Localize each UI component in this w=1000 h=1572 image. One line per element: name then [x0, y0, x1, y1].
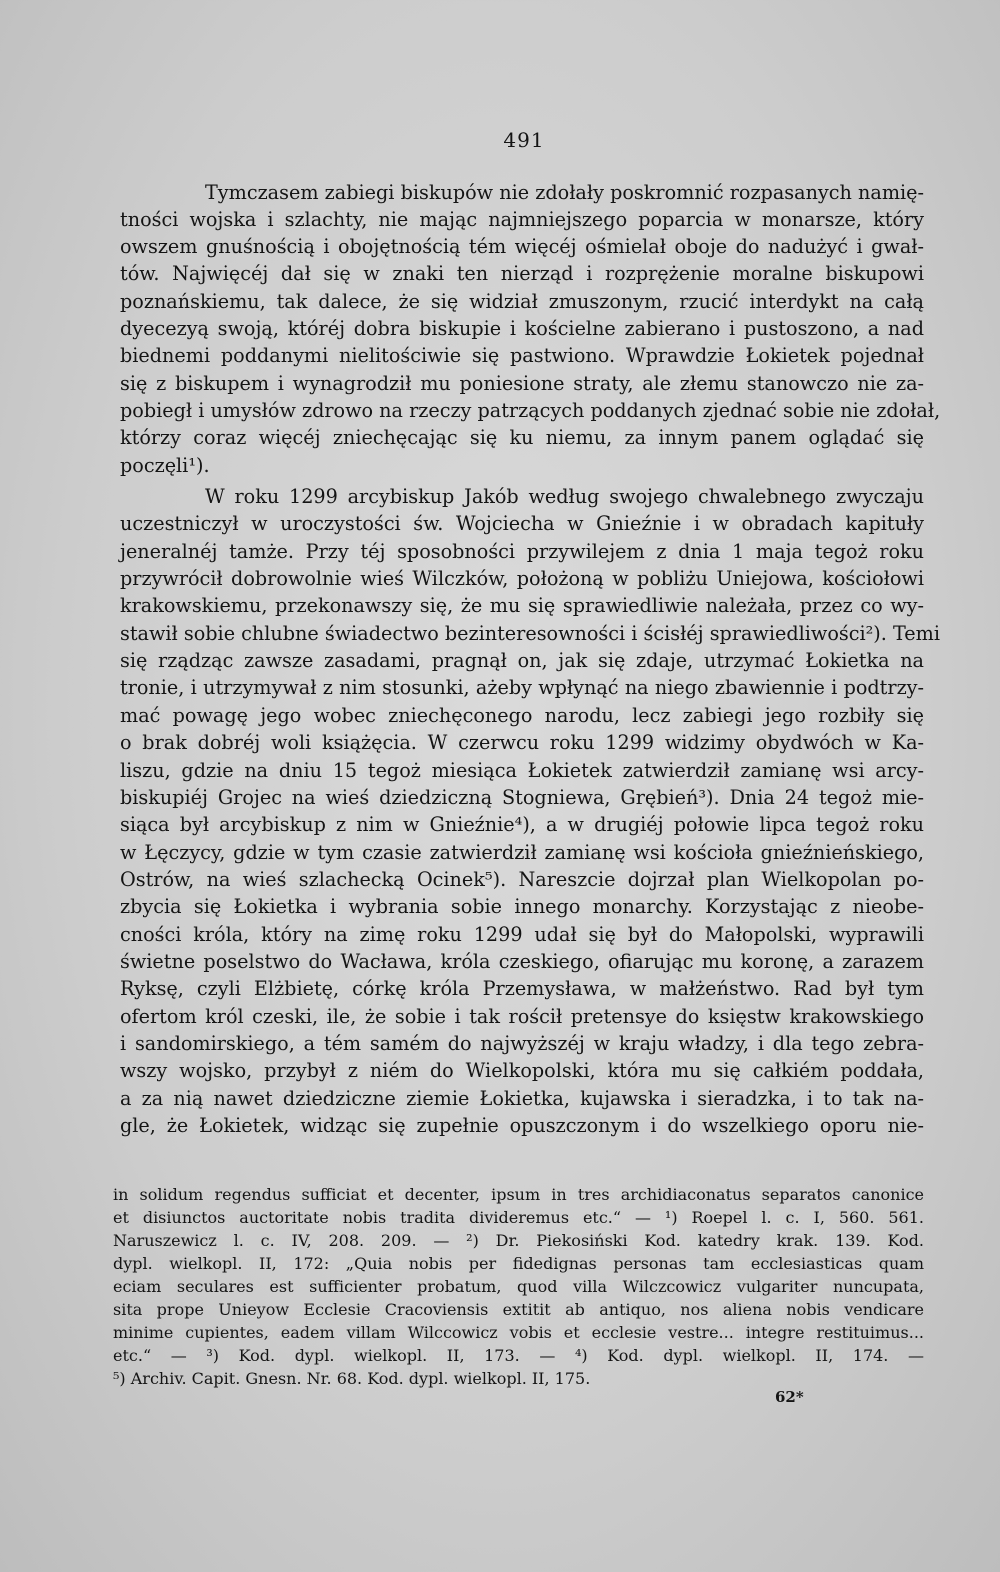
body-line: pobiegł i umysłów zdrowo na rzeczy patrzących poddanych zjednać sobie nie zdołał, [120, 399, 941, 422]
body-line: dyecezyą swoją, któréj dobra biskupie i kościelne zabierano i pustoszono, a nad [120, 317, 924, 340]
body-line: biskupiéj Grojec na wieś dziedziczną Stogniewa, Grębień³). Dnia 24 tegoż mie- [120, 786, 924, 809]
body-line: cności króla, który na zimę roku 1299 udał się był do Małopolski, wyprawili [120, 923, 924, 946]
body-line: gle, że Łokietek, widząc się zupełnie opuszczonym i do wszelkiego oporu nie- [120, 1114, 924, 1137]
footnote-line: ⁵) Archiv. Capit. Gnesn. Nr. 68. Kod. dypl. wielkopl. II, 175. [113, 1369, 591, 1388]
body-line: mać powagę jego wobec zniechęconego narodu, lecz zabiegi jego rozbiły się [120, 704, 924, 727]
footnote-line: in solidum regendus sufficiat et decenter, ipsum in tres archidiaconatus separatos canonice [113, 1185, 924, 1204]
body-line: w Łęczycy, gdzie w tym czasie zatwierdził zamianę wsi kościoła gnieźnieńskiego, [120, 841, 924, 864]
body-line: Ostrów, na wieś szlachecką Ocinek⁵). Nareszcie dojrzał plan Wielkopolan po- [120, 868, 924, 891]
footnote-line: et disiunctos auctoritate nobis tradita divideremus etc.“ — ¹) Roepel l. c. I, 560. 561. [113, 1208, 924, 1227]
body-line: owszem gnuśnością i obojętnością tém więcéj ośmielał oboje do nadużyć i gwał- [120, 235, 924, 258]
footnote-line: eciam seculares est sufficienter probatum, quod villa Wilczcowicz vulgariter nuncupata, [113, 1277, 924, 1296]
body-line: o brak dobréj woli książęcia. W czerwcu roku 1299 widzimy obydwóch w Ka- [120, 731, 924, 754]
page-number: 491 [503, 128, 545, 152]
body-line: tronie, i utrzymywał z nim stosunki, ażeby wpłynąć na niego zbawiennie i podtrzy- [120, 676, 924, 699]
body-line: jeneralnéj tamże. Przy téj sposobności przywilejem z dnia 1 maja tegoż roku [120, 540, 924, 563]
body-line: W roku 1299 arcybiskup Jakób według swojego chwalebnego zwyczaju [205, 485, 924, 508]
body-line: biednemi poddanymi nielitościwie się pastwiono. Wprawdzie Łokietek pojednał [120, 344, 924, 367]
body-line: wszy wojsko, przybył z niém do Wielkopolski, która mu się całkiém poddała, [120, 1059, 924, 1082]
body-line: i sandomirskiego, a tém samém do najwyższéj w kraju władzy, i dla tego zebra- [120, 1032, 924, 1055]
body-line: świetne poselstwo do Wacława, króla czeskiego, ofiarując mu koronę, a zarazem [120, 950, 924, 973]
body-line: uczestniczył w uroczystości św. Wojciecha w Gnieźnie i w obradach kapituły [120, 512, 924, 535]
body-line: się z biskupem i wynagrodził mu poniesione straty, ale złemu stanowczo nie za- [120, 372, 924, 395]
body-line: Ryksę, czyli Elżbietę, córkę króla Przemysława, w małżeństwo. Rad był tym [120, 977, 924, 1000]
body-line: krakowskiemu, przekonawszy się, że mu się sprawiedliwie należała, przez co wy- [120, 594, 924, 617]
body-line: się rządząc zawsze zasadami, pragnął on, jak się zdaje, utrzymać Łokietka na [120, 649, 924, 672]
body-line: tów. Najwięcéj dał się w znaki ten nierząd i rozprężenie moralne biskupowi [120, 262, 924, 285]
body-line: ofertom król czeski, ile, że sobie i tak rościł pretensye do księstw krakowskiego [120, 1005, 924, 1028]
body-line: liszu, gdzie na dniu 15 tegoż miesiąca Łokietek zatwierdził zamianę wsi arcy- [120, 759, 924, 782]
body-line: siąca był arcybiskup z nim w Gnieźnie⁴), a w drugiéj połowie lipca tegoż roku [120, 813, 924, 836]
footnote-line: etc.“ — ³) Kod. dypl. wielkopl. II, 173. — ⁴) Kod. dypl. wielkopl. II, 174. — [113, 1346, 924, 1365]
footnote-line: sita prope Unieyow Ecclesie Cracoviensis extitit ab antiquo, nos aliena nobis vendicare [113, 1300, 924, 1319]
body-line: tności wojska i szlachty, nie mając najmniejszego poparcia w monarsze, który [120, 208, 924, 231]
body-line: przywrócił dobrowolnie wieś Wilczków, położoną w pobliżu Uniejowa, kościołowi [120, 567, 924, 590]
body-line: zbycia się Łokietka i wybrania sobie innego monarchy. Korzystając z nieobe- [120, 895, 924, 918]
body-line: stawił sobie chlubne świadectwo bezinteresowności i ścisłéj sprawiedliwości²). Temi [120, 622, 940, 645]
body-line: którzy coraz więcéj zniechęcając się ku niemu, za innym panem oglądać się [120, 426, 924, 449]
body-line: poznańskiemu, tak dalece, że się widział zmuszonym, rzucić interdykt na całą [120, 290, 924, 313]
body-line: poczęli¹). [120, 454, 210, 477]
footnote-line: Naruszewicz l. c. IV, 208. 209. — ²) Dr. Piekosiński Kod. katedry krak. 139. Kod. [113, 1231, 924, 1250]
body-line: a za nią nawet dziedziczne ziemie Łokietka, kujawska i sieradzka, i to tak na- [120, 1087, 924, 1110]
footnote-line: dypl. wielkopl. II, 172: „Quia nobis per fidedignas personas tam ecclesiasticas quam [113, 1254, 924, 1273]
footnote-line: minime cupientes, eadem villam Wilccowicz vobis et ecclesie vestre... integre restituimus... [113, 1323, 924, 1342]
body-line: Tymczasem zabiegi biskupów nie zdołały poskromnić rozpasanych namię- [205, 181, 924, 204]
signature-mark: 62* [775, 1388, 804, 1406]
